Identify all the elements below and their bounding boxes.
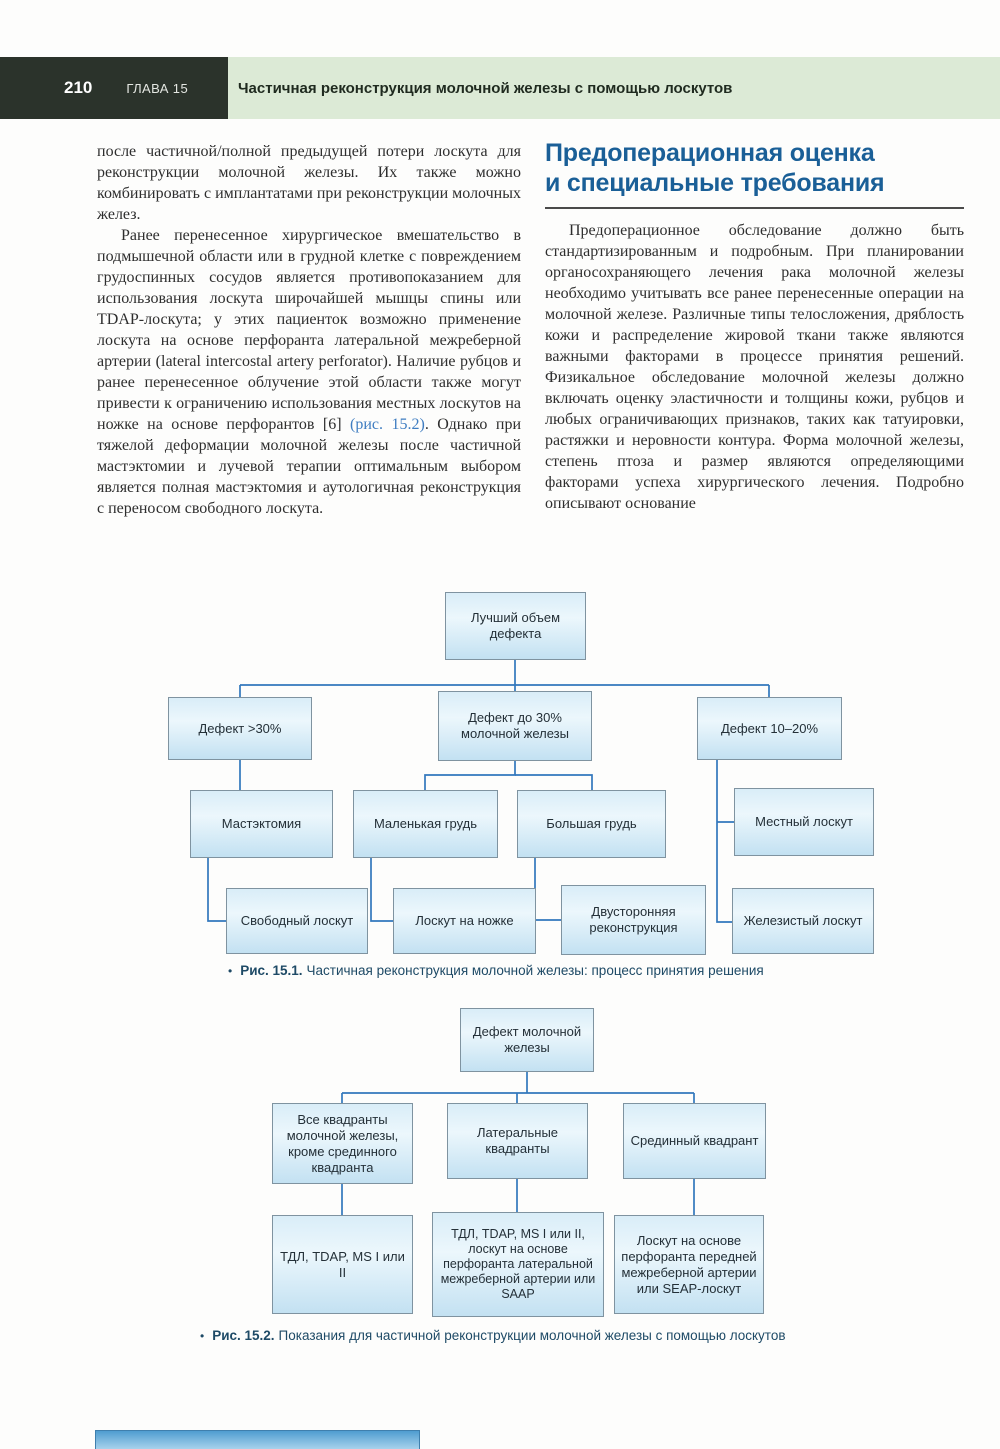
left-paragraph-1: после частичной/полной предыдущей потери лоскута для реконструкции молочной железы. Их также можно комбинировать с имплантатами при реконструкции молочных желез.: [97, 143, 521, 223]
left-column: [97, 141, 521, 519]
fig1-node-defect-gt30: Дефект >30%: [168, 697, 312, 760]
figure-15-2-caption-text: Показания для частичной реконструкции молочной железы с помощью лоскутов: [278, 1328, 786, 1343]
fig2-node-option-all: ТДЛ, TDAP, MS I или II: [272, 1215, 413, 1314]
page-header: [0, 57, 1000, 119]
page-number: 210: [64, 78, 93, 97]
chapter-label: ГЛАВА 15: [126, 80, 189, 96]
fig1-node-glandular-flap: Железистый лоскут: [732, 888, 874, 954]
running-title: Частичная реконструкция молочной железы с помощью лоскутов: [238, 79, 733, 97]
fig1-node-defect-10-20: Дефект 10–20%: [697, 697, 842, 760]
fig2-node-lateral-quadrants: Латеральные квадранты: [447, 1103, 588, 1179]
fig1-node-large-breast: Большая грудь: [517, 790, 666, 858]
section-heading-line1: Предоперационная оценка: [545, 139, 875, 167]
fig2-node-root: Дефект молочной железы: [460, 1008, 594, 1072]
figure-15-1-caption: [228, 963, 764, 978]
fig1-node-local-flap: Местный лоскут: [734, 788, 874, 856]
caption-bullet-icon: •: [228, 964, 233, 978]
fig2-node-option-medial: Лоскут на основе перфоранта передней межреберной артерии или SEAP-лоскут: [614, 1215, 764, 1314]
fig1-node-small-breast: Маленькая грудь: [353, 790, 498, 858]
fig2-node-all-quadrants: Все квадранты молочной железы, кроме срединного квадранта: [272, 1103, 413, 1184]
fig1-node-free-flap: Свободный лоскут: [226, 888, 368, 954]
fig2-node-medial-quadrant: Срединный квадрант: [623, 1103, 766, 1179]
partial-box-bottom-edge: [95, 1430, 420, 1449]
right-column: [545, 138, 964, 514]
figure-15-1-caption-label: Рис. 15.1.: [240, 963, 303, 978]
fig1-node-root: Лучший объем дефекта: [445, 592, 586, 660]
figure-15-1-caption-text: Частичная реконструкция молочной железы: процесс принятия решения: [306, 963, 764, 978]
left-paragraph-2-text-before: Ранее перенесенное хирургическое вмешательство в подмышечной области или в грудной клетке с повреждением грудоспинных сосудов является противопоказанием для использования лоскута широчайшей мышцы спины или TDAP-лоскута; у этих пациенток возможно применение лоскута на основе перфоранта латеральной межреберной артерии (lateral intercostal artery perforator). Наличие рубцов и ранее перенесенное облучение этой области также могут привести к ограничению использования местных лоскутов на ножке на основе перфорантов [6]: [97, 227, 521, 433]
fig1-node-bilateral-reconstruction: Двусторонняя реконструкция: [561, 885, 706, 955]
left-paragraph-2-text-after: . Однако при тяжелой деформации молочной железы после частичной мастэктомии и лучевой терапии оптимальным выбором является полная мастэктомия и аутологичная реконструкция с переносом свободного лоскута.: [97, 416, 522, 517]
figure-15-2-caption-label: Рис. 15.2.: [212, 1328, 275, 1343]
left-paragraph-2: [97, 225, 521, 519]
fig1-node-pedicled-flap: Лоскут на ножке: [393, 888, 536, 954]
section-heading-line2: и специальные требования: [545, 169, 885, 197]
caption-bullet-icon: •: [200, 1329, 205, 1343]
fig1-node-defect-upto30: Дефект до 30% молочной железы: [438, 691, 592, 761]
figure-15-1: [0, 590, 1000, 965]
fig2-node-option-lateral: ТДЛ, TDAP, MS I или II, лоскут на основе перфоранта латеральной межреберной артерии или SAAP: [432, 1212, 604, 1317]
figure-15-2-caption: [200, 1328, 786, 1343]
figure-15-2-link[interactable]: (рис. 15.2): [350, 416, 425, 433]
section-heading: [545, 138, 964, 209]
right-paragraph-1: Предоперационное обследование должно быть стандартизированным и подробным. При планировании органосохраняющего лечения рака молочной железы необходимо учитывать все ранее перенесенные операции на молочной железе. Различные типы телосложения, дряблость кожи и распределение жировой ткани также являются важными факторами в процессе принятия решений. Физикальное обследование молочной железы должно включать оценку эластичности и толщины кожи, рубцов и любых ограничивающих признаков, таких как татуировки, растяжки и неровности контура. Форма молочной железы, степень птоза и размер являются определяющими факторами успеха хирургического лечения. Подробно описывают основание: [545, 222, 964, 512]
header-chapter-block: [0, 57, 228, 119]
header-title-band: [228, 57, 1000, 119]
fig1-node-mastectomy: Мастэктомия: [190, 790, 333, 858]
figure-15-2: [0, 1005, 1000, 1325]
